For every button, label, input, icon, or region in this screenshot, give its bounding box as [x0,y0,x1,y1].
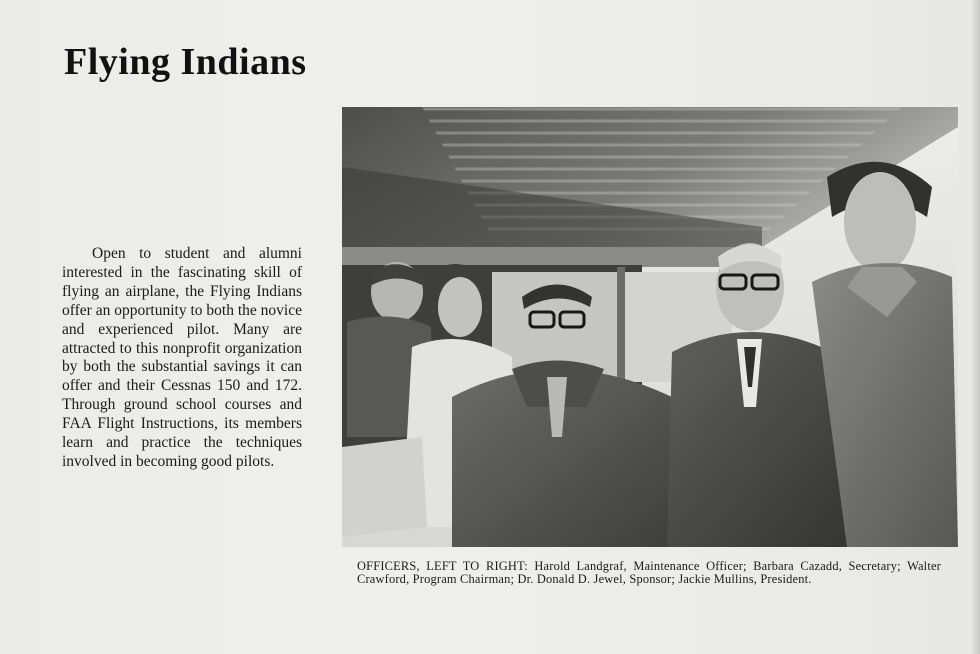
body-paragraph: Open to student and alumni interested in the fascinating skill of flying an airplane, the Flying Indians offer an opportunity to both the novice and experienced pilot. Many are attracted to this nonprofit organization by both the substantial savings it can offer and their Cessnas 150 and 172. Through ground school courses and FAA Flight Instructions, its members learn and practice the techniques involved in becoming good pilots. [62,245,302,470]
photo-caption: OFFICERS, LEFT TO RIGHT: Harold Landgraf, Maintenance Officer; Barbara Cazadd, Secretary; Walter Crawford, Program Chairman; Dr. Donald D. Jewel, Sponsor; Jackie Mullins, President. [357,559,941,586]
page-edge [972,0,980,654]
page-title: Flying Indians [64,41,307,83]
officers-photo [342,107,958,547]
group-photo-image [342,107,958,547]
